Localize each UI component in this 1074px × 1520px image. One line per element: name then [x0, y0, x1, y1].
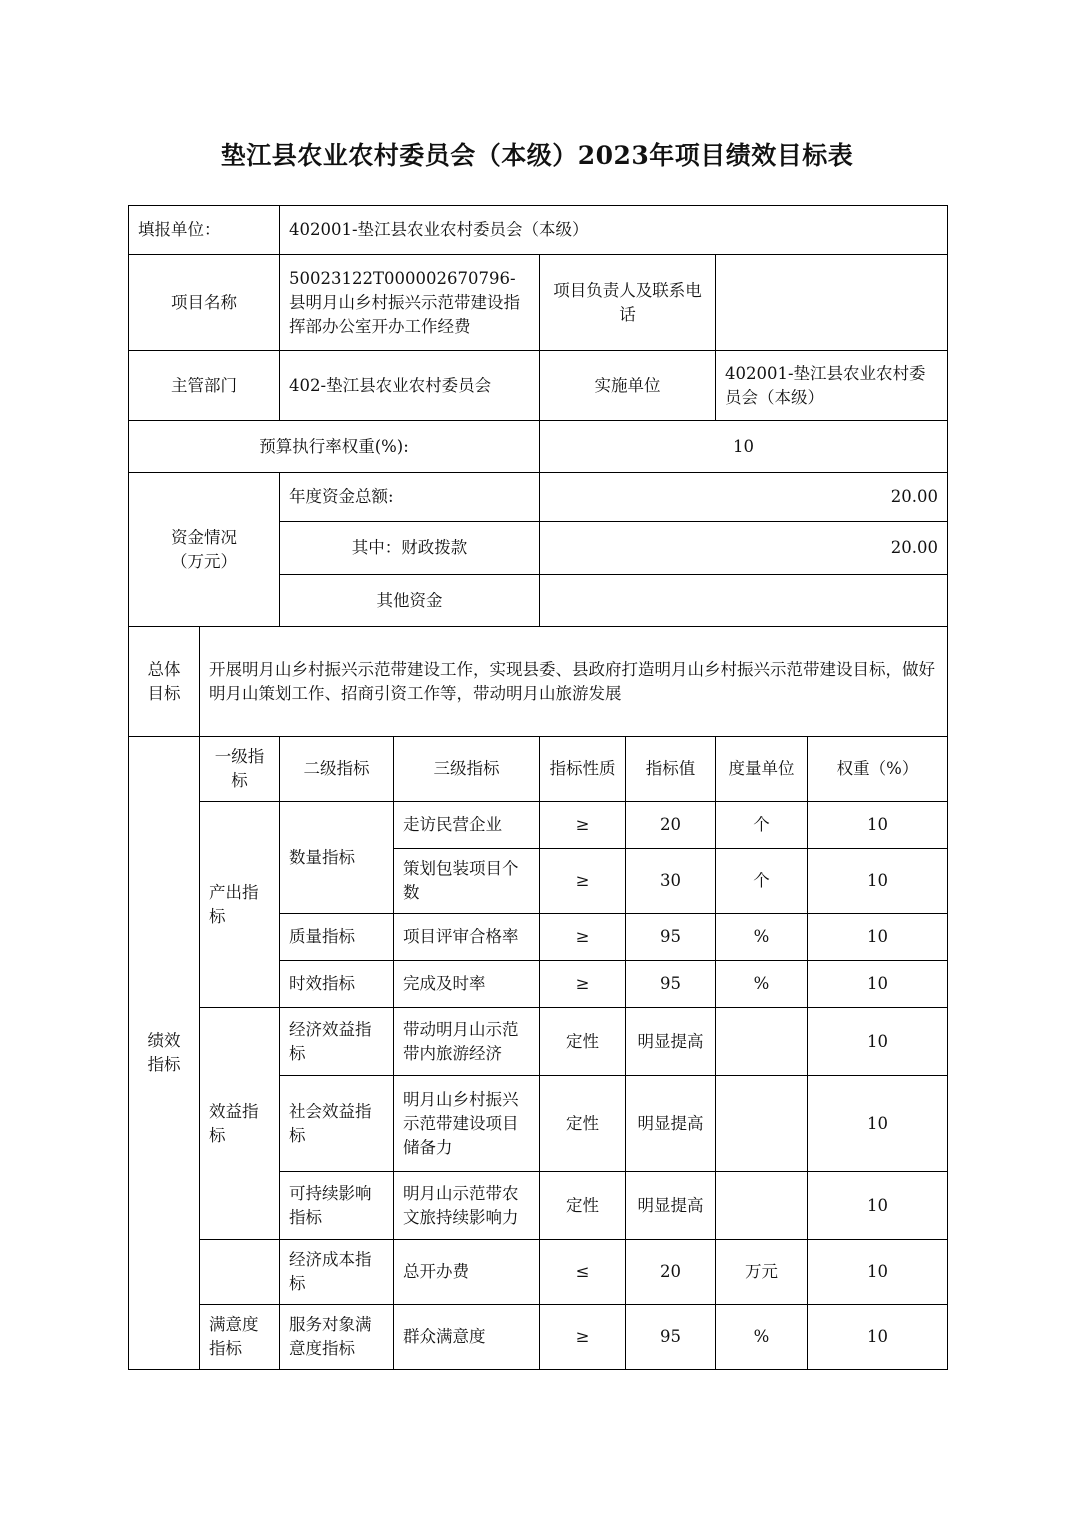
project-row	[129, 255, 948, 351]
level3-cell: 带动明月山示范带内旅游经济	[394, 1008, 540, 1076]
value-cell: 95	[626, 914, 716, 961]
value-cell: 明显提高	[626, 1076, 716, 1172]
level3-cell: 完成及时率	[394, 961, 540, 1008]
column-header: 一级指标	[200, 737, 280, 802]
column-header: 度量单位	[716, 737, 808, 802]
value-cell: 95	[626, 1305, 716, 1370]
column-header: 权重（%）	[808, 737, 948, 802]
nature-cell: ≤	[540, 1240, 626, 1305]
nature-cell: ≥	[540, 849, 626, 914]
unit-cell: 万元	[716, 1240, 808, 1305]
goal-label: 总体目标	[129, 627, 200, 737]
weight-cell: 10	[808, 1240, 948, 1305]
impl-label: 实施单位	[540, 351, 716, 421]
level2-cell: 数量指标	[280, 802, 394, 914]
goal-text: 开展明月山乡村振兴示范带建设工作，实现县委、县政府打造明月山乡村振兴示范带建设目标，做好明月山策划工作、招商引资工作等，带动明月山旅游发展	[200, 627, 948, 737]
unit-row	[129, 206, 948, 255]
funds-total-value: 20.00	[540, 473, 948, 522]
goal-row	[129, 627, 948, 737]
funds-total-label: 年度资金总额:	[280, 473, 540, 522]
budget-weight-row	[129, 421, 948, 473]
level2-cell: 可持续影响指标	[280, 1172, 394, 1240]
indicators-section-label: 绩效指标	[129, 737, 200, 1370]
nature-cell: 定性	[540, 1172, 626, 1240]
level3-cell: 群众满意度	[394, 1305, 540, 1370]
dept-value: 402-垫江县农业农村委员会	[280, 351, 540, 421]
weight-cell: 10	[808, 1172, 948, 1240]
funds-fiscal-label: 其中：财政拨款	[280, 522, 540, 575]
level3-cell: 项目评审合格率	[394, 914, 540, 961]
dept-row	[129, 351, 948, 421]
unit-cell: %	[716, 1305, 808, 1370]
nature-cell: ≥	[540, 914, 626, 961]
level3-cell: 策划包装项目个数	[394, 849, 540, 914]
funds-other-value	[540, 575, 948, 627]
page-title: 垫江县农业农村委员会（本级）2023年项目绩效目标表	[220, 141, 854, 170]
indicator-header-row	[129, 737, 948, 802]
contact-value	[716, 255, 948, 351]
dept-label: 主管部门	[129, 351, 280, 421]
level3-cell: 总开办费	[394, 1240, 540, 1305]
table-row	[129, 1305, 948, 1370]
performance-table	[128, 205, 948, 1370]
value-cell: 明显提高	[626, 1172, 716, 1240]
level2-cell: 服务对象满意度指标	[280, 1305, 394, 1370]
funds-other-label: 其他资金	[280, 575, 540, 627]
value-cell: 95	[626, 961, 716, 1008]
weight-cell: 10	[808, 1008, 948, 1076]
budget-weight-label: 预算执行率权重(%):	[129, 421, 540, 473]
project-name-label: 项目名称	[129, 255, 280, 351]
level2-cell: 经济成本指标	[280, 1240, 394, 1305]
project-name-value: 50023122T000002670796-县明月山乡村振兴示范带建设指挥部办公室开办工作经费	[280, 255, 540, 351]
nature-cell: 定性	[540, 1076, 626, 1172]
column-header: 二级指标	[280, 737, 394, 802]
table-row	[129, 1008, 948, 1076]
weight-cell: 10	[808, 914, 948, 961]
unit-cell: 个	[716, 802, 808, 849]
nature-cell: ≥	[540, 802, 626, 849]
weight-cell: 10	[808, 802, 948, 849]
unit-value: 402001-垫江县农业农村委员会（本级）	[280, 206, 948, 255]
weight-cell: 10	[808, 1076, 948, 1172]
funds-total-row	[129, 473, 948, 522]
level2-cell: 时效指标	[280, 961, 394, 1008]
level3-cell: 明月山乡村振兴示范带建设项目储备力	[394, 1076, 540, 1172]
contact-label: 项目负责人及联系电话	[540, 255, 716, 351]
level1-cell	[200, 1240, 280, 1305]
unit-label: 填报单位：	[129, 206, 280, 255]
nature-cell: 定性	[540, 1008, 626, 1076]
value-cell: 20	[626, 802, 716, 849]
weight-cell: 10	[808, 1305, 948, 1370]
funds-label: 资金情况（万元）	[129, 473, 280, 627]
unit-cell	[716, 1008, 808, 1076]
level1-cell: 产出指标	[200, 802, 280, 1008]
level1-cell: 满意度指标	[200, 1305, 280, 1370]
level2-cell: 经济效益指标	[280, 1008, 394, 1076]
column-header: 指标性质	[540, 737, 626, 802]
funds-fiscal-value: 20.00	[540, 522, 948, 575]
level3-cell: 明月山示范带农文旅持续影响力	[394, 1172, 540, 1240]
level1-cell: 效益指标	[200, 1008, 280, 1240]
unit-cell	[716, 1076, 808, 1172]
level3-cell: 走访民营企业	[394, 802, 540, 849]
budget-weight-value: 10	[540, 421, 948, 473]
table-row	[129, 1240, 948, 1305]
value-cell: 30	[626, 849, 716, 914]
column-header: 三级指标	[394, 737, 540, 802]
impl-value: 402001-垫江县农业农村委员会（本级）	[716, 351, 948, 421]
unit-cell	[716, 1172, 808, 1240]
unit-cell: 个	[716, 849, 808, 914]
unit-cell: %	[716, 961, 808, 1008]
level2-cell: 质量指标	[280, 914, 394, 961]
column-header: 指标值	[626, 737, 716, 802]
unit-cell: %	[716, 914, 808, 961]
nature-cell: ≥	[540, 1305, 626, 1370]
table-row	[129, 802, 948, 849]
level2-cell: 社会效益指标	[280, 1076, 394, 1172]
value-cell: 明显提高	[626, 1008, 716, 1076]
weight-cell: 10	[808, 849, 948, 914]
weight-cell: 10	[808, 961, 948, 1008]
value-cell: 20	[626, 1240, 716, 1305]
nature-cell: ≥	[540, 961, 626, 1008]
